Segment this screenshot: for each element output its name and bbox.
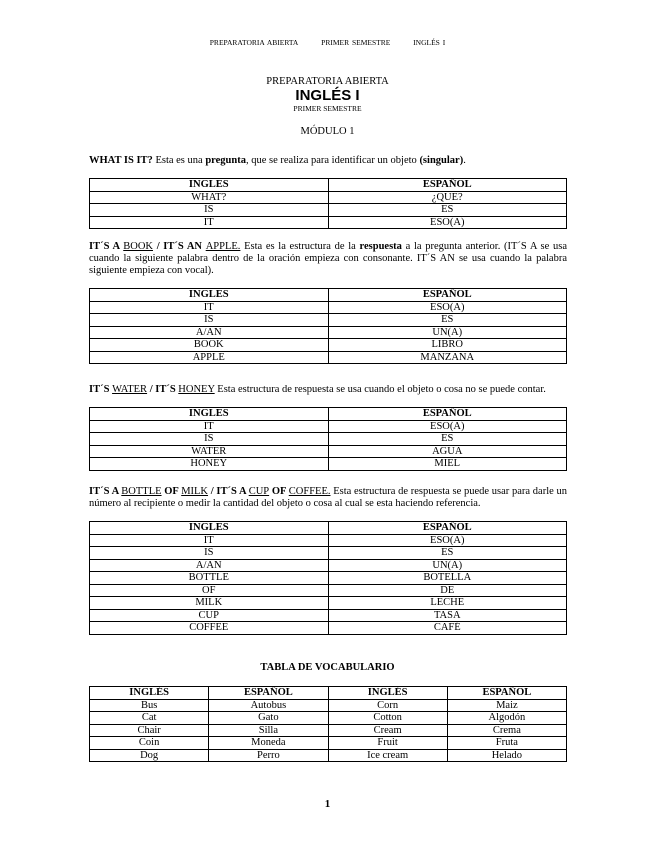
table-row: [90, 622, 567, 635]
table-row: [90, 191, 567, 204]
table-cell: WATER: [90, 445, 329, 458]
table-row: [90, 458, 567, 471]
table-cell: Cotton: [328, 712, 447, 725]
text-run: , que se realiza para identificar un objeto: [245, 155, 420, 166]
section-vocabulary: [89, 686, 567, 762]
text-run: /: [208, 486, 217, 497]
table-cell: IT: [90, 216, 329, 229]
table-cell: MILK: [90, 597, 329, 610]
table-cell: LECHE: [328, 597, 567, 610]
text-run: CUP: [248, 486, 270, 497]
table-cell: Moneda: [209, 737, 328, 750]
table-cell: Cat: [90, 712, 209, 725]
table-cell: Corn: [328, 699, 447, 712]
table-row: [90, 204, 567, 217]
table-cell: Ice cream: [328, 749, 447, 762]
page-title: INGLÉS I: [295, 87, 360, 104]
text-run: Esta es la estructura de la: [240, 241, 360, 252]
table-row: [90, 724, 567, 737]
table-row: [90, 712, 567, 725]
text-run: .: [463, 155, 466, 166]
text-run: a la pregunta anterior. (IT´S A se usa cuando la siguiente palabra dentro de la oración empieza con consonante. IT´S AN se usa cuando la palabra siguiente empieza con vocal).: [89, 241, 567, 276]
header-subject: INGLÉS I: [413, 38, 446, 47]
table-cell: TASA: [328, 609, 567, 622]
table-row: [90, 216, 567, 229]
table-cell: ES: [328, 314, 567, 327]
table-cell: ESO(A): [328, 301, 567, 314]
table-cell: IT: [90, 420, 329, 433]
column-header: INGLES: [90, 408, 329, 421]
table-row: [90, 609, 567, 622]
table-cell: MANZANA: [328, 351, 567, 364]
vocabulary-table: [89, 686, 567, 762]
table-row: [90, 699, 567, 712]
table-cell: BOTTLE: [90, 572, 329, 585]
table-row: [90, 547, 567, 560]
section-containers: [89, 486, 567, 635]
table-cell: BOOK: [90, 339, 329, 352]
section-uncountable: [89, 384, 567, 471]
table-cell: APPLE: [90, 351, 329, 364]
table-row: [90, 597, 567, 610]
page-number: 1: [324, 798, 331, 810]
text-run: (singular): [419, 155, 464, 166]
table-cell: A/AN: [90, 326, 329, 339]
table-row: [90, 339, 567, 352]
text-run: IT´S AN: [163, 241, 206, 252]
title-block: [0, 76, 655, 138]
text-run: respuesta: [359, 241, 402, 252]
table-cell: ES: [328, 547, 567, 560]
table-row: [90, 559, 567, 572]
column-header: INGLES: [90, 179, 329, 192]
column-header: ESPAÑOL: [328, 289, 567, 302]
column-header: ESPAÑOL: [209, 687, 328, 700]
table-cell: Autobus: [209, 699, 328, 712]
section-what-is-it: [89, 155, 567, 229]
column-header: INGLÉS: [328, 687, 447, 700]
vocab-table-3: [89, 407, 567, 471]
table-row: [90, 445, 567, 458]
table-cell: OF: [90, 584, 329, 597]
text-run: Esta estructura de respuesta se usa cuando el objeto o cosa no se puede contar.: [214, 384, 546, 395]
table-cell: ES: [328, 204, 567, 217]
table-cell: Chair: [90, 724, 209, 737]
table-row: [90, 749, 567, 762]
table-cell: Helado: [447, 749, 566, 762]
text-run: WATER: [112, 384, 148, 395]
text-run: IT´S A: [216, 486, 249, 497]
text-run: IT´S: [155, 384, 179, 395]
table-cell: IS: [90, 204, 329, 217]
table-cell: MIEL: [328, 458, 567, 471]
table-cell: IS: [90, 547, 329, 560]
table-cell: CAFÉ: [328, 622, 567, 635]
table-cell: ESO(A): [328, 216, 567, 229]
title-semester: PRIMER SEMESTRE: [293, 104, 362, 113]
paragraph: [89, 384, 567, 396]
column-header: INGLES: [90, 522, 329, 535]
text-run: /: [147, 384, 156, 395]
table-cell: Crema: [447, 724, 566, 737]
table-row: [90, 351, 567, 364]
table-cell: Perro: [209, 749, 328, 762]
vocab-table-4: [89, 521, 567, 635]
text-run: APPLE.: [205, 241, 241, 252]
table-cell: CUP: [90, 609, 329, 622]
text-run: OF: [269, 486, 289, 497]
text-run: /: [153, 241, 164, 252]
table-cell: A/AN: [90, 559, 329, 572]
table-row: [90, 584, 567, 597]
table-row: [90, 433, 567, 446]
column-header: ESPAÑOL: [328, 408, 567, 421]
text-run: WHAT IS IT?: [89, 155, 153, 166]
paragraph: [89, 241, 567, 277]
column-header: ESPAÑOL: [328, 522, 567, 535]
vocab-section-title: TABLA DE VOCABULARIO: [260, 662, 395, 673]
table-cell: Coin: [90, 737, 209, 750]
table-cell: ESO(A): [328, 534, 567, 547]
text-run: MILK: [181, 486, 209, 497]
text-run: Esta estructura de respuesta se puede usar para darle un número al recipiente o medir la cantidad del objeto o cosa al cual se esta haciendo referencia.: [89, 486, 567, 509]
text-run: pregunta: [205, 155, 246, 166]
table-cell: ¿QUE?: [328, 191, 567, 204]
column-header: INGLÉS: [90, 687, 209, 700]
table-cell: DE: [328, 584, 567, 597]
section-its-a: [89, 241, 567, 364]
table-cell: UN(A): [328, 326, 567, 339]
title-program: PREPARATORIA ABIERTA: [266, 76, 389, 87]
header-program: PREPARATORIA ABIERTA: [209, 38, 299, 47]
table-row: [90, 420, 567, 433]
table-row: [90, 301, 567, 314]
table-cell: IT: [90, 534, 329, 547]
table-cell: WHAT?: [90, 191, 329, 204]
table-cell: ES: [328, 433, 567, 446]
text-run: HONEY: [178, 384, 215, 395]
text-run: IT´S A: [89, 486, 122, 497]
column-header: ESPAÑOL: [447, 687, 566, 700]
text-run: OF: [161, 486, 182, 497]
text-run: BOOK: [123, 241, 153, 252]
module-title: MÓDULO 1: [300, 126, 355, 137]
table-cell: LIBRO: [328, 339, 567, 352]
table-cell: Gato: [209, 712, 328, 725]
text-run: Esta es una: [152, 155, 206, 166]
table-row: [90, 314, 567, 327]
table-cell: Cream: [328, 724, 447, 737]
column-header: ESPAÑOL: [328, 179, 567, 192]
table-cell: COFFEE: [90, 622, 329, 635]
paragraph: [89, 155, 567, 167]
table-cell: IS: [90, 314, 329, 327]
column-header: INGLES: [90, 289, 329, 302]
table-cell: Bus: [90, 699, 209, 712]
text-run: COFFEE.: [288, 486, 331, 497]
header-semester: PRIMER SEMESTRE: [321, 38, 391, 47]
table-cell: ESO(A): [328, 420, 567, 433]
table-cell: Silla: [209, 724, 328, 737]
table-cell: IS: [90, 433, 329, 446]
paragraph: [89, 486, 567, 510]
vocab-table-2: [89, 288, 567, 364]
table-cell: Algodón: [447, 712, 566, 725]
text-run: BOTTLE: [121, 486, 162, 497]
table-cell: HONEY: [90, 458, 329, 471]
table-cell: Fruta: [447, 737, 566, 750]
table-cell: IT: [90, 301, 329, 314]
table-row: [90, 737, 567, 750]
table-cell: AGUA: [328, 445, 567, 458]
vocab-table-1: [89, 178, 567, 229]
running-header: [0, 38, 655, 47]
table-cell: Dog: [90, 749, 209, 762]
text-run: IT´S A: [89, 241, 124, 252]
table-row: [90, 572, 567, 585]
text-run: IT´S: [89, 384, 113, 395]
table-row: [90, 534, 567, 547]
table-cell: Maiz: [447, 699, 566, 712]
table-cell: BOTELLA: [328, 572, 567, 585]
table-cell: Fruit: [328, 737, 447, 750]
table-cell: UN(A): [328, 559, 567, 572]
table-row: [90, 326, 567, 339]
